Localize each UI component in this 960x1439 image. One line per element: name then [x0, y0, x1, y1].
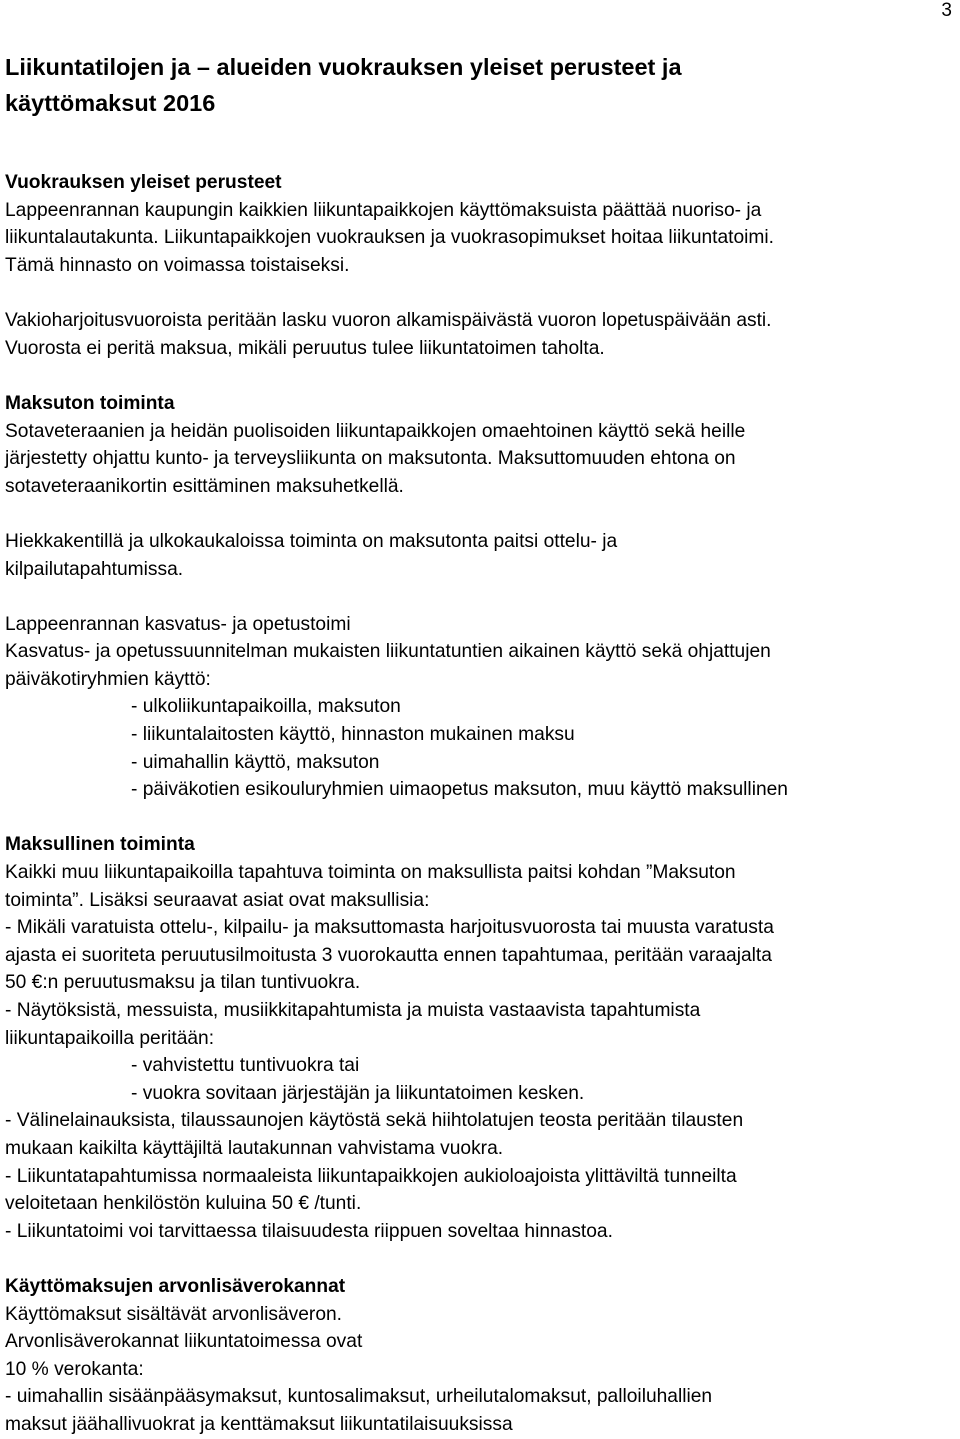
list-item: - uimahallin käyttö, maksuton	[131, 751, 380, 773]
paragraph: liikuntapaikoilla peritään:	[5, 1027, 215, 1049]
paragraph: - uimahallin sisäänpääsymaksut, kuntosalimaksut, urheilutalomaksut, palloiluhallien	[5, 1386, 713, 1408]
paragraph: Vuorosta ei peritä maksua, mikäli peruutus tulee liikuntatoimen taholta.	[5, 337, 605, 359]
paragraph: Kasvatus- ja opetussuunnitelman mukaisten liikuntatuntien aikainen käyttö sekä ohjattujen	[5, 641, 771, 663]
paragraph: - Liikuntatoimi voi tarvittaessa tilaisuudesta riippuen soveltaa hinnastoa.	[5, 1220, 613, 1242]
page-number: 3	[941, 0, 952, 21]
paragraph: ajasta ei suoriteta peruutusilmoitusta 3 vuorokautta ennen tapahtumaa, peritään varaajalta	[5, 944, 772, 966]
section-heading-education: Lappeenrannan kasvatus- ja opetustoimi	[5, 613, 351, 635]
list-item: - liikuntalaitosten käyttö, hinnaston mukainen maksu	[131, 724, 575, 746]
paragraph: maksut jäähallivuokrat ja kenttämaksut liikuntatilaisuuksissa	[5, 1413, 513, 1435]
section-heading-vat: Käyttömaksujen arvonlisäverokannat	[5, 1275, 346, 1297]
document-body	[5, 50, 955, 1439]
paragraph: - Liikuntatapahtumissa normaaleista liikuntapaikkojen aukioloajoista ylittäviltä tunneilta	[5, 1165, 737, 1187]
paragraph: päiväkotiryhmien käyttö:	[5, 668, 211, 690]
paragraph: - Näytöksistä, messuista, musiikkitapahtumista ja muista vastaavista tapahtumista	[5, 1000, 701, 1021]
paragraph: veloitetaan henkilöstön kuluina 50 € /tunti.	[5, 1193, 362, 1215]
document-title	[5, 50, 955, 121]
paragraph: 50 €:n peruutusmaksu ja tilan tuntivuokra.	[5, 972, 361, 994]
paragraph: 10 % verokanta:	[5, 1358, 144, 1380]
paragraph: Arvonlisäverokannat liikuntatoimessa ovat	[5, 1331, 363, 1353]
paragraph: Vakioharjoitusvuoroista peritään lasku vuoron alkamispäivästä vuoron lopetuspäivään asti.	[5, 310, 772, 332]
list-item: - vahvistettu tuntivuokra tai	[131, 1055, 360, 1077]
paragraph: toiminta”. Lisäksi seuraavat asiat ovat maksullisia:	[5, 889, 430, 911]
paragraph: Tämä hinnasto on voimassa toistaiseksi.	[5, 254, 350, 276]
paragraph: Kaikki muu liikuntapaikoilla tapahtuva toiminta on maksullista paitsi kohdan ”Maksuton	[5, 862, 736, 884]
paragraph: Sotaveteraanien ja heidän puolisoiden liikuntapaikkojen omaehtoinen käyttö sekä heille	[5, 420, 746, 442]
paragraph: Käyttömaksut sisältävät arvonlisäveron.	[5, 1303, 342, 1325]
paragraph: kilpailutapahtumissa.	[5, 558, 184, 580]
paragraph: liikuntalautakunta. Liikuntapaikkojen vuokrauksen ja vuokrasopimukset hoitaa liikuntatoimi.	[5, 227, 774, 249]
paragraph: Hiekkakentillä ja ulkokaukaloissa toiminta on maksutonta paitsi ottelu- ja	[5, 530, 618, 552]
paragraph: - Mikäli varatuista ottelu-, kilpailu- ja maksuttomasta harjoitusvuorosta tai muusta varatusta	[5, 917, 774, 939]
paragraph: mukaan kaikilta käyttäjiltä lautakunnan vahvistama vuokra.	[5, 1137, 504, 1159]
paragraph: - Välinelainauksista, tilaussaunojen käytöstä sekä hiihtolatujen teosta peritään tilausten	[5, 1110, 744, 1132]
list-item: - vuokra sovitaan järjestäjän ja liikuntatoimen kesken.	[131, 1082, 585, 1104]
list-item: - ulkoliikuntapaikoilla, maksuton	[131, 696, 401, 718]
section-heading-paid: Maksullinen toiminta	[5, 834, 195, 856]
section-heading-free: Maksuton toiminta	[5, 392, 175, 414]
paragraph: sotaveteraanikortin esittäminen maksuhetkellä.	[5, 475, 404, 497]
title-line-2: käyttömaksut 2016	[5, 89, 216, 116]
paragraph: järjestetty ohjattu kunto- ja terveysliikunta on maksutonta. Maksuttomuuden ehtona on	[5, 448, 736, 470]
section-heading-general: Vuokrauksen yleiset perusteet	[5, 172, 282, 194]
paragraph: Lappeenrannan kaupungin kaikkien liikuntapaikkojen käyttömaksuista päättää nuoriso- ja	[5, 199, 762, 221]
title-line-1: Liikuntatilojen ja – alueiden vuokrauksen yleiset perusteet ja	[5, 54, 682, 80]
list-item: - päiväkotien esikouluryhmien uimaopetus maksuton, muu käyttö maksullinen	[131, 779, 788, 801]
